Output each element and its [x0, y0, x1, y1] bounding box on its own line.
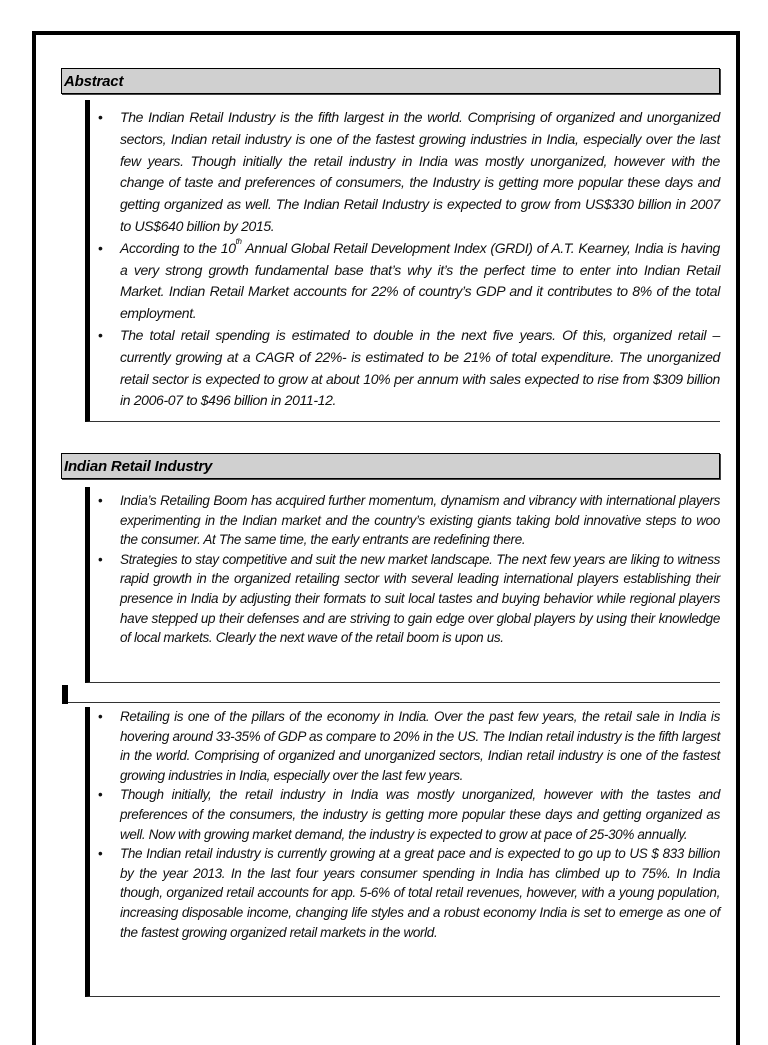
list-item	[120, 238, 720, 325]
superscript: th	[235, 237, 242, 247]
list-item: • The Indian Retail Industry is the fifth largest in the world. Comprising of organized and unorganized sectors, Indian retail industry is one of the fastest growing industries in India, especially over the last few years. Though initially the retail industry in India was mostly unorganized, however with the change of taste and preferences of consumers, the Industry is getting more popular these days and getting organized as well. The Indian Retail Industry is expected to grow from US$330 billion in 2007 to US$640 billion by 2015.	[120, 107, 720, 238]
divider	[68, 702, 720, 703]
section-heading-abstract: Abstract	[61, 68, 720, 94]
list-item: • The total retail spending is estimated to double in the next five years. Of this, organized retail –currently growing at a CAGR of 22%- is estimated to be 21% of total expenditure. The unorganized retail sector is expected to grow at about 10% per annum with sales expected to rise from $309 billion in 2006-07 to $496 billion in 2011-12.	[120, 325, 720, 412]
abstract-block	[85, 100, 720, 422]
text: According to the 10	[120, 239, 236, 256]
list-item: • The Indian retail industry is currently growing at a great pace and is expected to go up to US $ 833 billion by the year 2013. In the last four years consumer spending in India has climbed up to 75%. In India though, organized retail accounts for app. 5-6% of total retail revenues, however, with a young population, increasing disposable income, changing life styles and a robust economy India is set to emerge as one of the fastest growing organized retail markets in the world.	[120, 844, 720, 942]
retail-block-1	[85, 487, 720, 683]
list-item: • Strategies to stay competitive and suit the new market landscape. The next few years are liking to witness rapid growth in the organized retailing sector with several leading international players establishing their presence in India by adjusting their formats to suit local tastes and buying behavior while regional players have stepped up their defenses and are striving to gain edge over global players by using their knowledge of local markets. Clearly the next wave of the retail boom is upon us.	[120, 550, 720, 648]
section-heading-indian-retail-industry: Indian Retail Industry	[61, 453, 720, 479]
retail-block-2	[85, 707, 720, 997]
text: Annual Global Retail Development Index (GRDI) of A.T. Kearney, India is having a very strong growth fundamental base that’s why it’s the perfect time to enter into Indian Retail Market. Indian Retail Market accounts for 22% of country’s GDP and it contributes to 8% of the total employment.	[120, 239, 720, 322]
list-item: • India’s Retailing Boom has acquired further momentum, dynamism and vibrancy with international players experimenting in the Indian market and the country’s existing giants taking bold innovative steps to woo the consumer. At The same time, the early entrants are redefining there.	[120, 491, 720, 550]
list-item: • Retailing is one of the pillars of the economy in India. Over the past few years, the retail sale in India is hovering around 33-35% of GDP as compare to 20% in the US. The Indian retail industry is the fifth largest in the world. Comprising of organized and unorganized sectors, Indian retail industry is one of the fastest growing industries in India, especially over the last few years.	[120, 707, 720, 785]
list-item: • Though initially, the retail industry in India was mostly unorganized, however with the tastes and preferences of the consumers, the industry is getting more popular these days and getting organized as well. Now with growing market demand, the industry is expected to grow at pace of 25-30% annually.	[120, 785, 720, 844]
